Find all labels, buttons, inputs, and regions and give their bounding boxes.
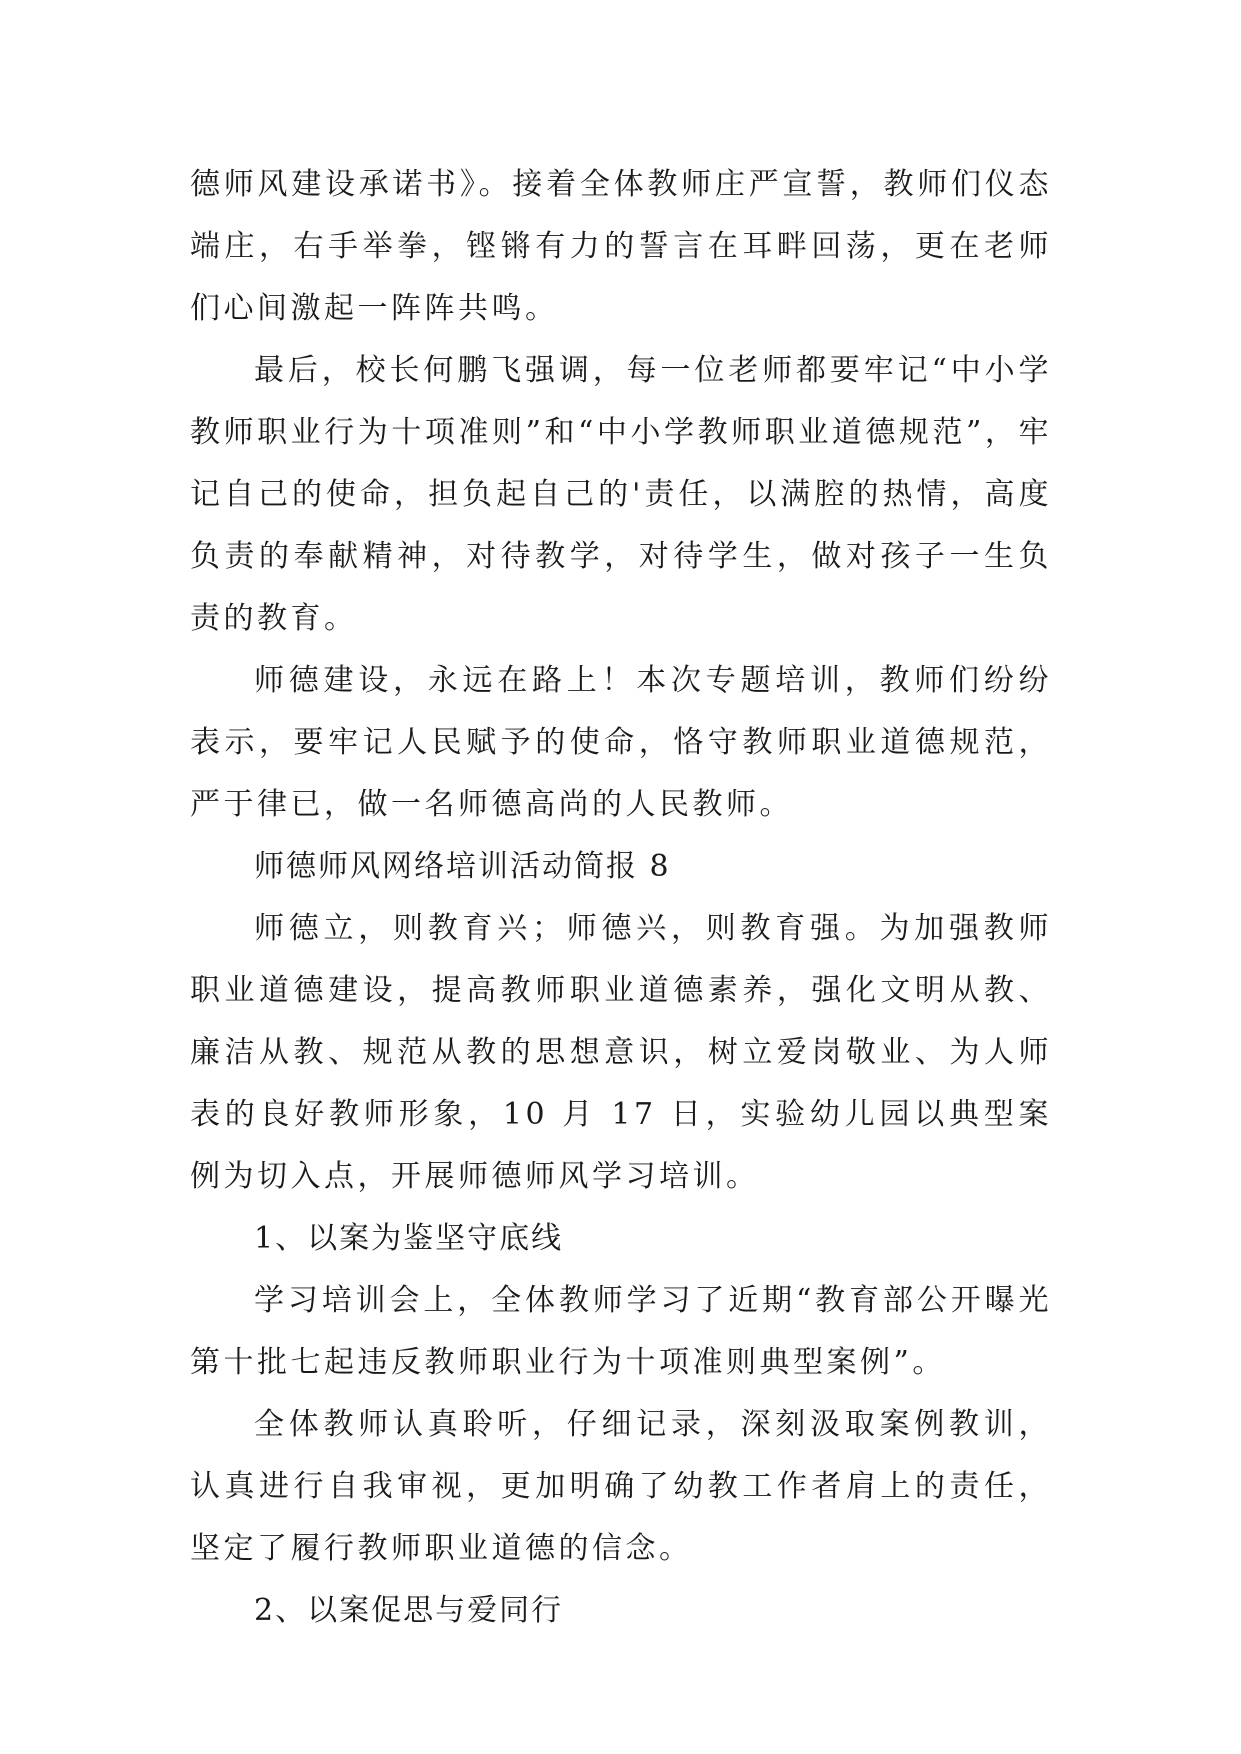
paragraph-continuation: 德师风建设承诺书》。接着全体教师庄严宣誓，教师们仪态端庄，右手举拳，铿锵有力的誓言在耳畔回荡，更在老师们心间激起一阵阵共鸣。 (190, 167, 1052, 326)
paragraph-reflection: 全体教师认真聆听，仔细记录，深刻汲取案例教训，认真进行自我审视，更加明确了幼教工作者肩上的责任，坚定了履行教师职业道德的信念。 (190, 1407, 1052, 1566)
document-body (190, 154, 1052, 1642)
subheading-1: 1、以案为鉴坚守底线 (254, 1221, 564, 1256)
subheading-2: 2、以案促思与爱同行 (254, 1593, 564, 1628)
paragraph-study: 学习培训会上，全体教师学习了近期“教育部公开曝光第十批七起违反教师职业行为十项准则典型案例”。 (190, 1283, 1052, 1380)
paragraph-intro: 师德立，则教育兴；师德兴，则教育强。为加强教师职业道德建设，提高教师职业道德素养，强化文明从教、廉洁从教、规范从教的思想意识，树立爱岗敬业、为人师表的良好教师形象，10 月 17 日，实验幼儿园以典型案例为切入点，开展师德师风学习培训。 (190, 911, 1052, 1194)
paragraph-principal-remarks: 最后，校长何鹏飞强调，每一位老师都要牢记“中小学教师职业行为十项准则”和“中小学教师职业道德规范”，牢记自己的使命，担负起自己的'责任，以满腔的热情，高度负责的奉献精神，对待教学，对待学生，做对孩子一生负责的教育。 (190, 353, 1052, 636)
paragraph-conclusion: 师德建设，永远在路上！本次专题培训，教师们纷纷表示，要牢记人民赋予的使命，恪守教师职业道德规范，严于律已，做一名师德高尚的人民教师。 (190, 663, 1052, 822)
section-title: 师德师风网络培训活动简报 8 (254, 849, 671, 884)
